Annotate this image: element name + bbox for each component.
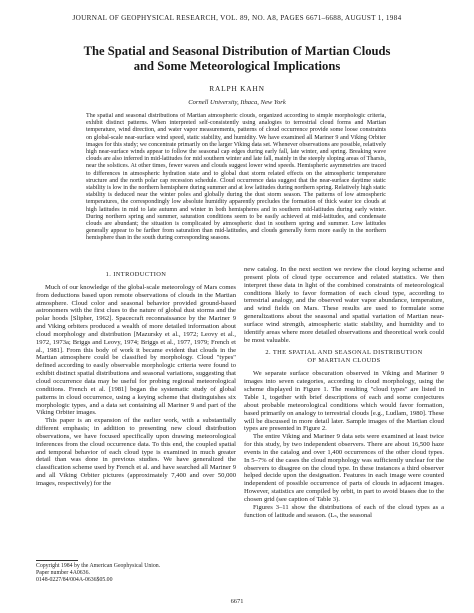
right-column-body <box>244 266 444 584</box>
section-heading-introduction: 1. INTRODUCTION <box>105 271 167 278</box>
author-name: RALPH KAHN <box>209 84 265 93</box>
article-title <box>60 44 414 74</box>
title-line-1: The Spatial and Seasonal Distribution of Martian Clouds <box>83 44 391 58</box>
paper-number: Paper number 4A0636. <box>36 570 90 576</box>
section2-paragraph-2: The entire Viking and Mariner 9 data sets were examined at least twice for this study, by two independent observers. There are about 16,500 haze events in the catalog and over 1,400 occurrences of the other cloud types. In 5–7% of the cases the cloud morphology was sufficiently unclear for the observers to disagree on the cloud type. In these instances a third observer helped decide upon the designation. Features in each image were counted independent of possible occurrence of parts of clouds in adjacent images. However, statistics are compiled by orbit, in part to avoid biases due to the chosen grid (see caption of Table 3). <box>244 433 444 503</box>
left-column-body <box>36 284 236 569</box>
issn-code: 0148-0227/84/004A-0636$05.00 <box>36 577 113 583</box>
abstract: The spatial and seasonal distributions of Martian atmospheric clouds, organized according to simple morphologic criteria, exhibit distinct patterns. When interpreted self-consistently using analogies to terrestrial cloud forms and Martian temperature, wind direction, and water vapor measurements, patterns of cloud occurrence provide some loose constraints on global-scale near-surface wind speed, static stability, and humidity. We have examined all Mariner 9 and Viking Orbiter images for this study; we concentrate primarily on the larger Viking data set. Whenever observations are possible, relatively high near-surface winds appear to follow the seasonal cap edges during early fall, late winter, and spring. Breaking wave clouds are also inferred in mid-latitudes for mid southern winter and late fall, mainly in the steeply sloping areas of Tharsis, near the solstices. At other times, fewer waves and clouds suggest lower wind speeds. Hemispheric asymmetries are traced to differences in atmospheric hydration state and to global dust storm related effects on the atmospheric temperature structure and the north polar cap recession schedule. Cloud occurrence data suggest that the near-surface daytime static stability is low in the northern hemisphere during summer and at low latitudes during northern spring. Relatively high static stability is deduced near the winter poles and globally during the dust storm season. The patterns of low atmospheric temperatures, the correspondingly low absolute humidity apparently precludes the formation of thick water ice clouds at high latitudes in mid to late autumn and winter in both hemispheres and in southern mid-latitudes during early winter. During northern spring and summer, saturation conditions seem to be easily achieved at mid-latitudes, and condensate clouds are abundant; the situation is complicated by atmospheric dust in southern spring and summer. Low latitudes generally appear to be farther from saturation than mid-latitudes, and clouds generally form more easily in the northern hemisphere than in the south during corresponding seasons. <box>86 113 386 242</box>
left-column <box>36 266 236 569</box>
right-column <box>244 266 444 584</box>
title-line-2: and Some Meteorological Implications <box>133 59 341 73</box>
author-affiliation: Cornell University, Ithaca, New York <box>188 99 286 106</box>
footnote-rule <box>36 560 78 561</box>
section-heading-spatial-distribution <box>244 349 444 365</box>
section2-paragraph-1: We separate surface obscuration observed in Viking and Mariner 9 images into seven categories, according to cloud morphology, using the scheme displayed in Figure 1. The resulting "cloud types" are listed in Table 1, together with brief descriptions of each and some conjectures about probable meteorological conditions which would favor formation, based primarily on analogy to terrestrial clouds [e.g., Ludlam, 1980]. These will be discussed in more detail later. Sample images of the Martian cloud types are presented in Figure 2. <box>244 370 444 433</box>
copyright-line: Copyright 1984 by the American Geophysical Union. <box>36 563 161 569</box>
running-head: JOURNAL OF GEOPHYSICAL RESEARCH, VOL. 89, NO. A8, PAGES 6671–6688, AUGUST 1, 1984 <box>72 14 402 22</box>
page-number: 6671 <box>230 598 244 605</box>
section-heading-line-1: 2. THE SPATIAL AND SEASONAL DISTRIBUTION <box>265 349 423 357</box>
section2-paragraph-3: Figures 3–11 show the distributions of each of the cloud types as a function of latitude and season. (Lₛ, the seasonal <box>244 503 444 519</box>
intro-paragraph-1: Much of our knowledge of the global-scale meteorology of Mars comes from deductions based upon remote observations of clouds in the Martian atmosphere. Cloud color and seasonal behavior provided ground-based astronomers with the first clues to the nature of global dust storms and the polar hoods [Slipher, 1962]. Spacecraft reconnaissance by the Mariner 9 and Viking orbiters produced a wealth of more detailed information about cloud morphology and distribution [Mazursky et al., 1972; Leovy et al., 1972, 1973a; Briggs and Leovy, 1974; Briggs et al., 1977, 1979; French et al., 1981]. From this body of work it became evident that clouds in the Martian atmosphere could be classified by morphology. Cloud "types" defined according to easily observable morphologic criteria were found to exhibit distinct spatial distributions and seasonal variations, suggesting that cloud occurrence data may be useful for probing regional meteorological conditions. French et al. [1981] began the systematic study of global patterns in cloud occurrence, using a keying scheme that distinguishes six morphologic types, and a data set containing all Mariner 9 and part of the Viking Orbiter images. <box>36 283 236 417</box>
intro-paragraph-3: new catalog. In the next section we review the cloud keying scheme and present plots of cloud type occurrence and related statistics. We then interpret these data in light of the combined constraints of meteorological conditions likely to favor formation of each cloud type, according to terrestrial analogy, and the observed water vapor abundance, temperature, and wind fields on Mars. These results are used to formulate some generalizations about the seasonal and spatial variation of Martian near-surface wind strength, atmospheric static stability, and humidity and to identify areas where more detailed observations and theoretical work could be most valuable. <box>244 266 444 344</box>
intro-paragraph-2: This paper is an expansion of the earlier work, with a substantially different emphasis; in addition to presenting new cloud distribution observations, we have focused specifically upon drawing meteorological inferences from the cloud occurrence data. To this end, the coupled spatial and temporal behavior of each cloud type is examined in much greater detail than was done in previous studies. We have generalized the classification scheme used by French et al. and have searched all Mariner 9 and all Viking Orbiter pictures (approximately 7,400 and over 50,000 images, respectively) for the <box>36 417 236 487</box>
copyright-footnote <box>36 563 236 584</box>
section-heading-line-2: OF MARTIAN CLOUDS <box>307 357 381 365</box>
